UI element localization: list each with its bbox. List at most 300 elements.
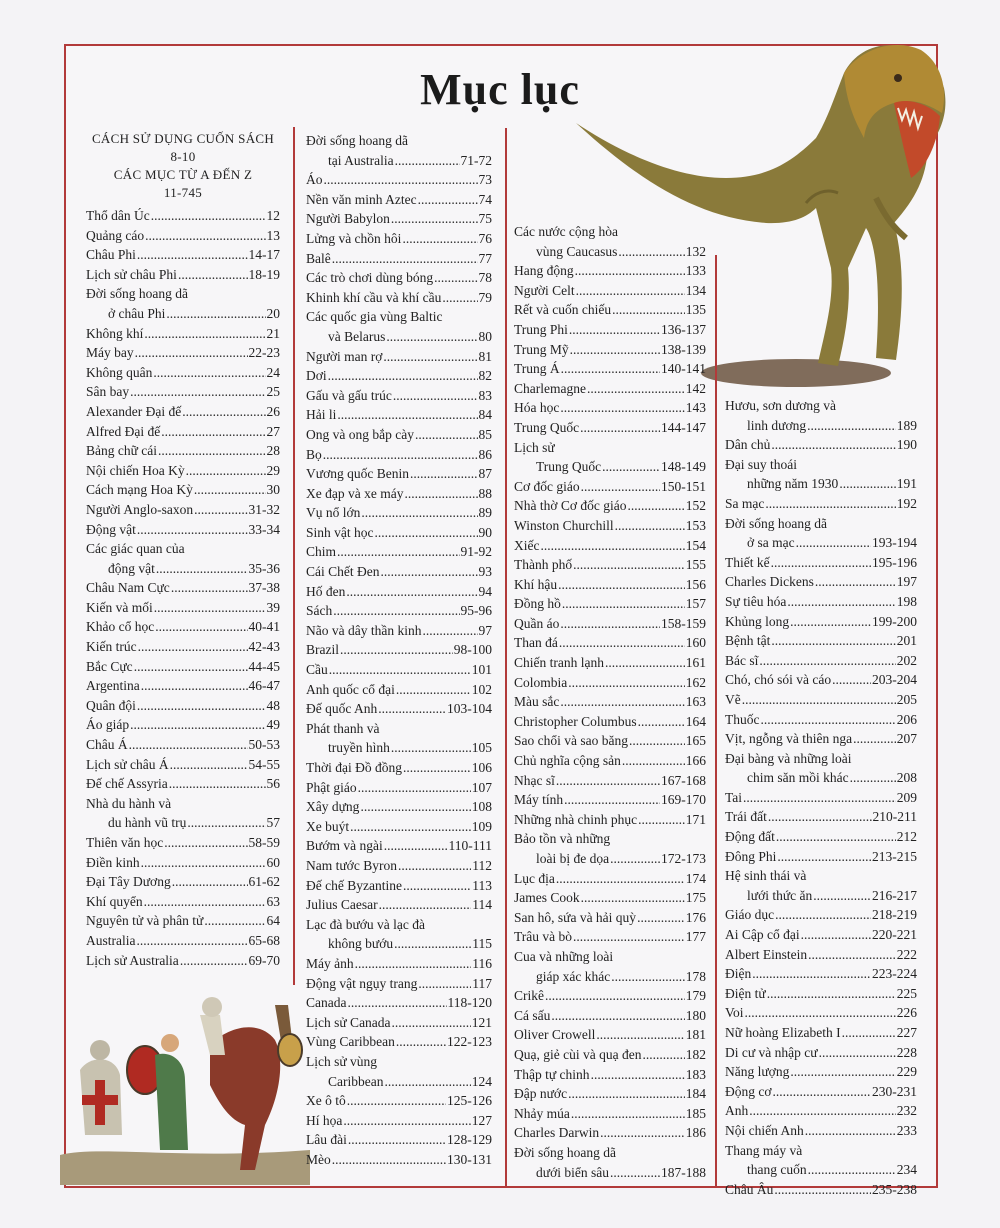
toc-entry[interactable]: [306, 366, 492, 386]
toc-entry-page: 205: [896, 691, 917, 707]
toc-entry[interactable]: [725, 710, 917, 730]
toc-entry[interactable]: [86, 461, 280, 481]
toc-entry[interactable]: [86, 284, 280, 323]
toc-entry[interactable]: [306, 445, 492, 465]
toc-entry[interactable]: [86, 872, 280, 892]
dot-leader: [618, 242, 684, 262]
toc-entry[interactable]: [86, 539, 280, 578]
dot-leader: [375, 523, 478, 543]
dot-leader: [187, 813, 265, 833]
toc-entry[interactable]: [514, 496, 706, 516]
toc-entry[interactable]: [306, 1013, 492, 1033]
dot-leader: [346, 582, 477, 602]
toc-entry[interactable]: [725, 651, 917, 671]
dot-leader: [404, 484, 477, 504]
toc-entry[interactable]: [514, 536, 706, 556]
toc-entry-title-continued: Trung Quốc: [536, 459, 602, 475]
toc-entry[interactable]: [514, 712, 706, 732]
toc-entry[interactable]: [514, 751, 706, 771]
dot-leader: [402, 229, 477, 249]
toc-entry-title: Chó, chó sói và cáo: [725, 672, 832, 688]
toc-entry-title: Không khí: [86, 325, 144, 341]
dot-leader: [622, 751, 685, 771]
toc-entry-page: 49: [266, 717, 280, 733]
toc-entry[interactable]: [86, 226, 280, 246]
toc-entry-title: Xe buýt: [306, 818, 350, 834]
toc-entry[interactable]: [86, 245, 280, 265]
toc-entry[interactable]: [725, 827, 917, 847]
toc-entry[interactable]: [86, 343, 280, 363]
toc-entry-page: 114: [472, 897, 492, 913]
dot-leader: [610, 849, 660, 869]
toc-entry[interactable]: [306, 778, 492, 798]
toc-entry-title: Dân chủ: [725, 437, 771, 453]
dot-leader: [394, 934, 471, 954]
toc-entry[interactable]: [725, 1121, 917, 1141]
toc-entry-title: Đại Tây Dương: [86, 874, 171, 890]
toc-entry[interactable]: [306, 974, 492, 994]
toc-entry[interactable]: [306, 895, 492, 915]
toc-entry[interactable]: [306, 268, 492, 288]
toc-entry-title: Điện tử: [725, 985, 766, 1001]
toc-entry[interactable]: [514, 653, 706, 673]
toc-entry-page: 13: [266, 227, 280, 243]
toc-entry[interactable]: [514, 1065, 706, 1085]
toc-entry[interactable]: [306, 621, 492, 641]
toc-entry-page: 199-200: [872, 613, 917, 629]
toc-entry[interactable]: [306, 249, 492, 269]
dot-leader: [787, 592, 895, 612]
dot-leader: [832, 670, 871, 690]
toc-entry[interactable]: [514, 300, 706, 320]
toc-entry[interactable]: [86, 951, 280, 971]
toc-entry[interactable]: [725, 945, 917, 965]
toc-entry[interactable]: [514, 633, 706, 653]
toc-entry-page: 193-194: [872, 535, 917, 551]
toc-entry[interactable]: [725, 435, 917, 455]
toc-entry[interactable]: [306, 209, 492, 229]
toc-entry[interactable]: [306, 170, 492, 190]
dot-leader: [337, 542, 459, 562]
toc-entry-page: 192: [896, 495, 917, 511]
toc-entry[interactable]: [306, 1111, 492, 1131]
toc-entry-page: 133: [685, 263, 706, 279]
toc-entry[interactable]: [514, 790, 706, 810]
toc-entry-title: Người Babylon: [306, 211, 390, 227]
toc-entry[interactable]: [306, 425, 492, 445]
toc-entry[interactable]: [306, 660, 492, 680]
toc-entry-title: Bệnh tật: [725, 633, 771, 649]
dot-leader: [348, 1130, 446, 1150]
toc-entry[interactable]: [306, 523, 492, 543]
toc-entry[interactable]: [725, 572, 917, 592]
toc-entry-title: Phật giáo: [306, 779, 357, 795]
toc-entry[interactable]: [514, 810, 706, 830]
toc-entry[interactable]: [306, 876, 492, 896]
toc-entry-title-continued: thang cuốn: [747, 1162, 807, 1178]
toc-entry[interactable]: [725, 984, 917, 1004]
toc-entry-title: Bọ: [306, 446, 322, 462]
toc-entry[interactable]: [725, 1043, 917, 1063]
toc-list-3: [514, 222, 706, 1182]
toc-entry[interactable]: [725, 1062, 917, 1082]
toc-entry[interactable]: [86, 617, 280, 637]
toc-entry[interactable]: [514, 1123, 706, 1143]
toc-entry-page: 20: [266, 305, 280, 321]
toc-entry[interactable]: [514, 1143, 706, 1182]
toc-entry-page: 172-173: [661, 851, 706, 866]
toc-entry[interactable]: [86, 402, 280, 422]
toc-entry[interactable]: [86, 735, 280, 755]
toc-entry-page: 191: [896, 476, 917, 492]
dot-leader: [171, 578, 248, 598]
toc-entry[interactable]: [514, 575, 706, 595]
toc-entry[interactable]: [306, 347, 492, 367]
dot-leader: [605, 653, 685, 673]
toc-entry-page: 138-139: [661, 341, 706, 357]
toc-entry[interactable]: [306, 386, 492, 406]
toc-entry[interactable]: [86, 715, 280, 735]
toc-entry-title: Hí họa: [306, 1112, 343, 1128]
toc-entry-page: 106: [471, 760, 492, 775]
toc-entry[interactable]: [86, 265, 280, 285]
toc-entry[interactable]: [514, 379, 706, 399]
toc-entry-title: Thời đại Đồ đồng: [306, 760, 403, 775]
toc-entry[interactable]: [306, 542, 492, 562]
toc-entry[interactable]: [86, 794, 280, 833]
toc-entry[interactable]: [306, 405, 492, 425]
toc-column-1: [86, 130, 280, 970]
toc-entry-title: Thang máy và: [725, 1142, 803, 1158]
toc-entry[interactable]: [514, 614, 706, 634]
toc-entry-page: 171: [685, 811, 706, 827]
toc-entry[interactable]: [725, 749, 917, 788]
toc-entry[interactable]: [306, 464, 492, 484]
dot-leader: [568, 673, 685, 693]
toc-entry-title: James Cook: [514, 890, 580, 906]
toc-entry-page: 121: [471, 1014, 492, 1030]
toc-column-4: [725, 396, 917, 1199]
toc-entry[interactable]: [86, 422, 280, 442]
toc-entry[interactable]: [514, 731, 706, 751]
toc-entry[interactable]: [514, 1084, 706, 1104]
toc-entry[interactable]: [86, 206, 280, 226]
toc-entry-title: Lịch sử: [514, 439, 555, 455]
toc-entry[interactable]: [306, 1052, 492, 1091]
dot-leader: [611, 967, 685, 987]
toc-entry-title-continued: giáp xác khác: [536, 968, 611, 984]
toc-entry-page: 30: [266, 482, 280, 498]
toc-entry[interactable]: [514, 340, 706, 360]
toc-entry-page: 22-23: [248, 345, 280, 361]
toc-entry[interactable]: [86, 696, 280, 716]
toc-entry-title: Albert Einstein: [725, 946, 808, 962]
toc-entry-title: Bác sĩ: [725, 652, 759, 668]
dot-leader: [805, 1121, 896, 1141]
toc-column-2: [306, 131, 492, 1169]
toc-entry-title: Nhảy múa: [514, 1105, 570, 1121]
toc-entry-page: 197: [896, 574, 917, 590]
toc-entry[interactable]: [725, 514, 917, 553]
toc-entry[interactable]: [86, 853, 280, 873]
toc-entry[interactable]: [306, 190, 492, 210]
toc-entry[interactable]: [86, 598, 280, 618]
toc-entry[interactable]: [86, 480, 280, 500]
dot-leader: [381, 562, 478, 582]
toc-entry-page: 105: [471, 740, 492, 756]
toc-entry[interactable]: [514, 222, 706, 261]
toc-entry[interactable]: [725, 1101, 917, 1121]
toc-entry[interactable]: [306, 1091, 492, 1111]
toc-entry[interactable]: [86, 520, 280, 540]
toc-entry[interactable]: [306, 719, 492, 758]
toc-entry[interactable]: [514, 947, 706, 986]
dot-leader: [155, 617, 247, 637]
toc-entry-title: Quạ, giẻ cùi và quạ đen: [514, 1046, 642, 1062]
toc-entry[interactable]: [306, 288, 492, 308]
toc-entry[interactable]: [306, 562, 492, 582]
toc-entry-title: Nhà thờ Cơ đốc giáo: [514, 498, 627, 514]
toc-entry[interactable]: [514, 673, 706, 693]
toc-entry[interactable]: [514, 594, 706, 614]
dot-leader: [749, 1101, 896, 1121]
toc-entry-page: 18-19: [248, 266, 280, 282]
toc-entry-page: 234: [896, 1162, 917, 1178]
toc-entry-page: 164: [685, 713, 706, 729]
toc-entry[interactable]: [306, 758, 492, 778]
toc-entry[interactable]: [306, 915, 492, 954]
toc-entry-page: 97: [478, 622, 492, 638]
dot-leader: [324, 170, 478, 190]
toc-entry[interactable]: [725, 396, 917, 435]
toc-entry[interactable]: [306, 1130, 492, 1150]
toc-entry[interactable]: [514, 986, 706, 1006]
toc-entry-title: Bướm và ngài: [306, 838, 383, 854]
dot-leader: [415, 425, 478, 445]
toc-entry-page: 226: [896, 1005, 917, 1021]
toc-entry[interactable]: [86, 578, 280, 598]
toc-entry[interactable]: [725, 612, 917, 632]
toc-entry[interactable]: [86, 441, 280, 461]
toc-entry-page: 115: [472, 936, 492, 952]
toc-entry-page: 116: [472, 955, 492, 971]
toc-entry[interactable]: [514, 1104, 706, 1124]
toc-entry-page: 163: [685, 694, 706, 710]
toc-entry-page: 84: [478, 407, 492, 423]
toc-entry[interactable]: [514, 477, 706, 497]
dot-leader: [600, 1123, 685, 1143]
toc-entry[interactable]: [306, 640, 492, 660]
toc-entry[interactable]: [306, 993, 492, 1013]
toc-entry-title: Sao chổi và sao băng: [514, 733, 628, 749]
toc-entry[interactable]: [306, 307, 492, 346]
toc-entry[interactable]: [725, 807, 917, 827]
toc-entry[interactable]: [86, 324, 280, 344]
toc-entry[interactable]: [514, 438, 706, 477]
toc-entry[interactable]: [514, 869, 706, 889]
toc-entry[interactable]: [725, 847, 917, 867]
toc-entry-page: 79: [478, 289, 492, 305]
toc-entry[interactable]: [514, 398, 706, 418]
toc-entry-page: 46-47: [248, 678, 280, 694]
toc-entry[interactable]: [514, 320, 706, 340]
toc-entry[interactable]: [725, 1082, 917, 1102]
toc-entry[interactable]: [725, 1023, 917, 1043]
toc-entry[interactable]: [725, 729, 917, 749]
dot-leader: [434, 268, 477, 288]
crusader-knights-illustration: [60, 985, 310, 1185]
toc-entry[interactable]: [306, 582, 492, 602]
dot-leader: [560, 692, 684, 712]
dot-leader: [323, 445, 478, 465]
toc-entry[interactable]: [86, 657, 280, 677]
toc-entry[interactable]: [306, 601, 492, 621]
toc-entry-title: Cầu: [306, 662, 328, 678]
toc-entry[interactable]: [514, 829, 706, 868]
toc-entry-title: Khinh khí cầu và khí cầu: [306, 289, 442, 305]
toc-entry[interactable]: [725, 670, 917, 690]
toc-entry-page: 166: [685, 753, 706, 769]
toc-entry-title: Đại suy thoái: [725, 456, 797, 472]
dot-leader: [194, 500, 247, 520]
toc-entry-page: 83: [478, 387, 492, 403]
dot-leader: [815, 572, 896, 592]
dot-leader: [587, 379, 685, 399]
toc-entry[interactable]: [86, 833, 280, 853]
toc-list-1: [86, 206, 280, 970]
toc-entry[interactable]: [725, 1141, 917, 1180]
dot-leader: [551, 1006, 684, 1026]
toc-entry[interactable]: [86, 892, 280, 912]
toc-entry-title: Màu sắc: [514, 694, 560, 710]
toc-entry[interactable]: [306, 1150, 492, 1170]
toc-entry[interactable]: [725, 1003, 917, 1023]
dot-leader: [158, 441, 265, 461]
dot-leader: [141, 853, 266, 873]
toc-entry-page: 65-68: [248, 932, 280, 948]
toc-entry[interactable]: [514, 927, 706, 947]
dot-leader: [775, 905, 871, 925]
toc-entry[interactable]: [725, 788, 917, 808]
toc-entry-title: Kiến và mối: [86, 599, 153, 615]
dot-leader: [134, 657, 248, 677]
toc-entry[interactable]: [86, 382, 280, 402]
dot-leader: [137, 696, 266, 716]
toc-entry[interactable]: [514, 418, 706, 438]
toc-entry-title: Than đá: [514, 635, 558, 651]
toc-entry[interactable]: [306, 856, 492, 876]
toc-entry-page: 209: [896, 789, 917, 805]
toc-entry[interactable]: [86, 500, 280, 520]
toc-entry[interactable]: [514, 359, 706, 379]
toc-entry[interactable]: [306, 131, 492, 170]
toc-entry[interactable]: [306, 1032, 492, 1052]
dot-leader: [774, 1180, 871, 1200]
dot-leader: [560, 614, 660, 634]
toc-entry[interactable]: [725, 631, 917, 651]
dot-leader: [350, 817, 471, 837]
toc-entry[interactable]: [725, 553, 917, 573]
toc-entry[interactable]: [514, 1045, 706, 1065]
toc-entry[interactable]: [725, 964, 917, 984]
toc-entry[interactable]: [725, 925, 917, 945]
dot-leader: [392, 1013, 471, 1033]
toc-entry[interactable]: [514, 908, 706, 928]
toc-entry[interactable]: [306, 484, 492, 504]
toc-entry[interactable]: [514, 692, 706, 712]
toc-entry[interactable]: [306, 797, 492, 817]
dot-leader: [561, 359, 660, 379]
toc-entry[interactable]: [725, 1180, 917, 1200]
toc-entry[interactable]: [86, 911, 280, 931]
toc-entry[interactable]: [514, 261, 706, 281]
toc-entry[interactable]: [306, 836, 492, 856]
toc-entry-page: 58-59: [248, 835, 280, 850]
toc-entry-title-continued: ở sa mạc: [747, 535, 795, 551]
toc-entry[interactable]: [725, 690, 917, 710]
toc-entry[interactable]: [306, 699, 492, 719]
toc-entry[interactable]: [514, 771, 706, 791]
dot-leader: [808, 1160, 896, 1180]
toc-entry-title: Cua và những loài: [514, 948, 614, 964]
toc-entry[interactable]: [514, 555, 706, 575]
toc-entry[interactable]: [86, 774, 280, 794]
dot-leader: [403, 876, 471, 896]
dot-leader: [790, 612, 871, 632]
toc-entry-title: Thổ dân Úc: [86, 208, 150, 223]
toc-entry[interactable]: [86, 931, 280, 951]
toc-entry-title-continued: dưới biển sâu: [536, 1164, 609, 1180]
dot-leader: [556, 869, 685, 889]
toc-entry-title: Động đất: [725, 829, 775, 845]
toc-entry[interactable]: [514, 1025, 706, 1045]
toc-entry-page: 81: [478, 348, 492, 364]
dot-leader: [186, 461, 266, 481]
toc-entry[interactable]: [306, 954, 492, 974]
toc-entry[interactable]: [725, 905, 917, 925]
toc-entry-title: Não và dây thần kinh: [306, 622, 422, 638]
dot-leader: [328, 366, 478, 386]
toc-entry[interactable]: [86, 676, 280, 696]
toc-entry[interactable]: [306, 229, 492, 249]
toc-entry[interactable]: [86, 637, 280, 657]
toc-entry[interactable]: [514, 281, 706, 301]
toc-entry-title: Giáo dục: [725, 907, 775, 923]
toc-entry[interactable]: [725, 866, 917, 905]
toc-entry[interactable]: [514, 888, 706, 908]
toc-entry[interactable]: [514, 516, 706, 536]
toc-entry[interactable]: [725, 592, 917, 612]
toc-entry-title: Anh: [725, 1103, 749, 1119]
dot-leader: [378, 699, 446, 719]
toc-entry-page: 82: [478, 368, 492, 384]
toc-entry-page: 14-17: [248, 247, 280, 263]
dot-leader: [610, 1163, 660, 1183]
toc-entry[interactable]: [86, 363, 280, 383]
toc-entry-page: 63: [266, 893, 280, 909]
toc-entry[interactable]: [86, 755, 280, 775]
toc-entry[interactable]: [514, 1006, 706, 1026]
toc-entry-page: 180: [685, 1007, 706, 1023]
toc-entry[interactable]: [306, 503, 492, 523]
toc-entry[interactable]: [725, 494, 917, 514]
toc-entry[interactable]: [306, 817, 492, 837]
dot-leader: [156, 559, 248, 579]
toc-entry[interactable]: [306, 680, 492, 700]
toc-entry[interactable]: [725, 455, 917, 494]
toc-entry-title: Thập tự chinh: [514, 1066, 590, 1082]
dot-leader: [759, 651, 895, 671]
